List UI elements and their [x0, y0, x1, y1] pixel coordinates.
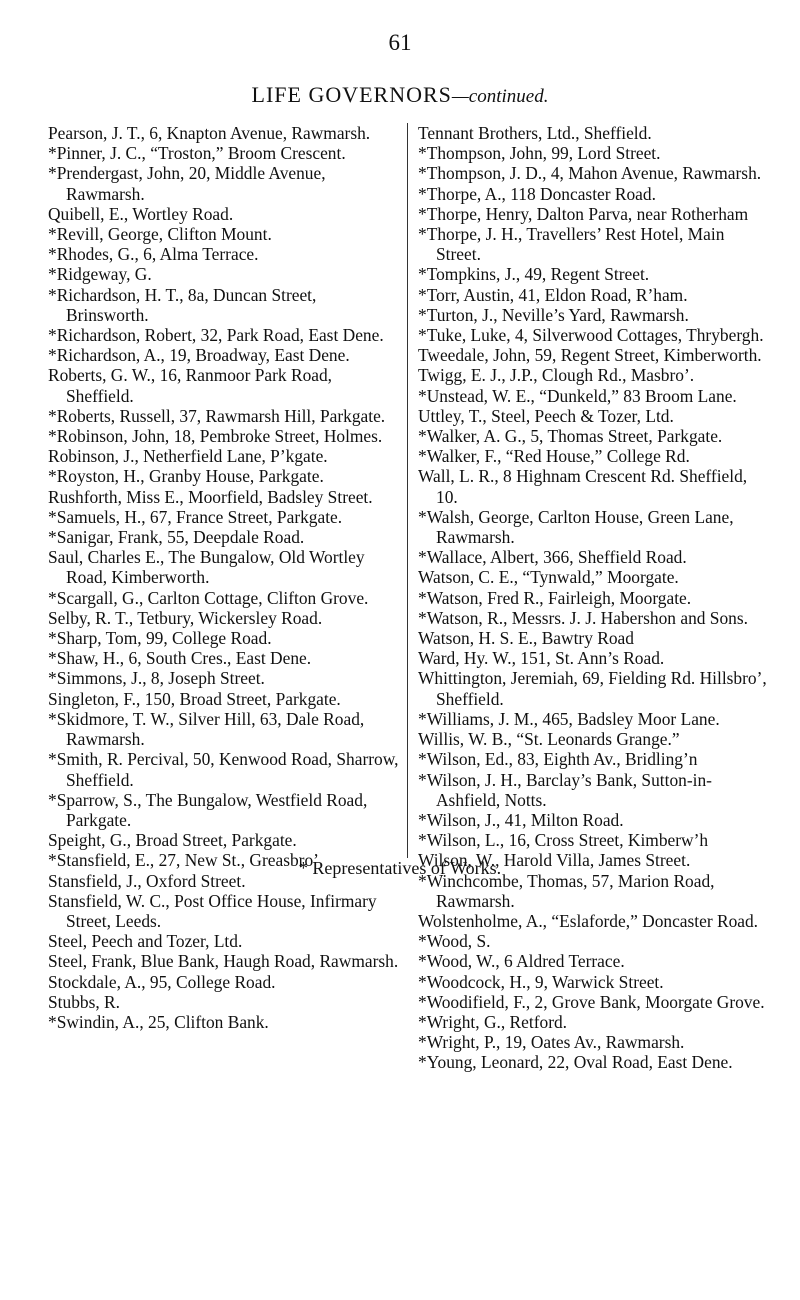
list-item: *Watson, R., Messrs. J. J. Habershon and Sons.	[418, 607, 748, 628]
list-item: *Wilson, Ed., 83, Eighth Av., Bridling’n	[418, 749, 698, 770]
list-item: *Wright, G., Retford.	[418, 1011, 568, 1032]
list-item: *Revill, George, Clifton Mount.	[48, 224, 272, 245]
list-item: *Tompkins, J., 49, Regent Street.	[418, 264, 650, 285]
list-item: *Thompson, J. D., 4, Mahon Avenue, Rawmarsh.	[418, 163, 762, 184]
list-item: *Roberts, Russell, 37, Rawmarsh Hill, Parkgate.	[48, 405, 386, 426]
list-item: *Thompson, John, 99, Lord Street.	[418, 143, 661, 164]
list-item: *Samuels, H., 67, France Street, Parkgate.	[48, 506, 343, 527]
list-item: *Young, Leonard, 22, Oval Road, East Dene.	[418, 1052, 733, 1073]
list-item: Stockdale, A., 95, College Road.	[48, 971, 276, 992]
list-item: Steel, Frank, Blue Bank, Haugh Road, Rawmarsh.	[48, 951, 399, 972]
list-item: *Walker, F., “Red House,” College Rd.	[418, 446, 690, 467]
list-item: Roberts, G. W., 16, Ranmoor Park Road, Sheffield.	[48, 365, 333, 406]
list-item: Pearson, J. T., 6, Knapton Avenue, Rawmarsh.	[48, 123, 371, 143]
list-item: *Stansfield, E., 27, New St., Greasbro’.	[48, 850, 324, 871]
list-item: *Winchcombe, Thomas, 57, Marion Road, Rawmarsh.	[418, 870, 715, 911]
list-item: Wall, L. R., 8 Highnam Crescent Rd. Sheffield, 10.	[418, 466, 748, 507]
list-item: *Thorpe, A., 118 Doncaster Road.	[418, 183, 656, 204]
list-item: *Walsh, George, Carlton House, Green Lane, Rawmarsh.	[418, 506, 734, 548]
right-column	[418, 123, 772, 1073]
list-item: *Scargall, G., Carlton Cottage, Clifton Grove.	[48, 587, 369, 608]
left-column	[48, 123, 400, 1032]
list-item: Twigg, E. J., J.P., Clough Rd., Masbro’.	[418, 365, 695, 386]
list-item: *Wilson, L., 16, Cross Street, Kimberw’h	[418, 830, 709, 851]
list-item: *Thorpe, J. H., Travellers’ Rest Hotel, Main Street.	[418, 224, 725, 265]
list-item: *Williams, J. M., 465, Badsley Moor Lane.	[418, 708, 720, 729]
list-item: *Smith, R. Percival, 50, Kenwood Road, Sharrow, Sheffield.	[48, 749, 399, 790]
list-item: Stansfield, J., Oxford Street.	[48, 870, 246, 891]
list-item: Quibell, E., Wortley Road.	[48, 203, 234, 224]
list-item: *Woodifield, F., 2, Grove Bank, Moorgate Grove.	[418, 991, 765, 1012]
section-heading	[0, 82, 800, 108]
list-item: Watson, H. S. E., Bawtry Road	[418, 628, 634, 649]
list-item: *Sparrow, S., The Bungalow, Westfield Road, Parkgate.	[48, 789, 368, 830]
list-item: Rushforth, Miss E., Moorfield, Badsley Street.	[48, 486, 373, 507]
list-item: Ward, Hy. W., 151, St. Ann’s Road.	[418, 648, 665, 669]
list-item: *Richardson, A., 19, Broadway, East Dene.	[48, 345, 350, 366]
list-item: Saul, Charles E., The Bungalow, Old Wortley Road, Kimberworth.	[48, 547, 365, 588]
list-item: *Swindin, A., 25, Clifton Bank.	[48, 1011, 269, 1032]
list-item: Uttley, T., Steel, Peech & Tozer, Ltd.	[418, 405, 674, 426]
list-item: *Royston, H., Granby House, Parkgate.	[48, 466, 324, 487]
list-item: *Wood, W., 6 Aldred Terrace.	[418, 951, 625, 972]
column-divider	[407, 123, 408, 858]
list-item: *Sanigar, Frank, 55, Deepdale Road.	[48, 527, 305, 548]
list-item: *Tuke, Luke, 4, Silverwood Cottages, Thrybergh.	[418, 325, 764, 346]
list-item: *Sharp, Tom, 99, College Road.	[48, 628, 272, 649]
list-item: *Unstead, W. E., “Dunkeld,” 83 Broom Lane.	[418, 385, 737, 406]
list-item: *Watson, Fred R., Fairleigh, Moorgate.	[418, 587, 692, 608]
list-item: *Wilson, J., 41, Milton Road.	[418, 809, 624, 830]
list-item: *Pinner, J. C., “Troston,” Broom Crescent.	[48, 143, 346, 164]
list-item: *Prendergast, John, 20, Middle Avenue, Rawmarsh.	[48, 163, 326, 204]
list-item: *Rhodes, G., 6, Alma Terrace.	[48, 244, 259, 265]
list-item: *Woodcock, H., 9, Warwick Street.	[418, 971, 664, 992]
list-item: Whittington, Jeremiah, 69, Fielding Rd. Hillsbro’, Sheffield.	[418, 668, 767, 709]
list-item: Wilson, W., Harold Villa, James Street.	[418, 850, 691, 871]
heading-title: LIFE GOVERNORS	[251, 82, 452, 107]
list-item: *Robinson, John, 18, Pembroke Street, Holmes.	[48, 426, 383, 447]
list-item: *Walker, A. G., 5, Thomas Street, Parkgate.	[418, 426, 723, 447]
list-item: Tennant Brothers, Ltd., Sheffield.	[418, 123, 652, 143]
list-item: Stansfield, W. C., Post Office House, Infirmary Street, Leeds.	[48, 890, 377, 931]
list-item: *Richardson, H. T., 8a, Duncan Street, Brinsworth.	[48, 284, 317, 325]
list-item: Singleton, F., 150, Broad Street, Parkgate.	[48, 688, 341, 709]
list-item: Stubbs, R.	[48, 991, 120, 1012]
list-item: Selby, R. T., Tetbury, Wickersley Road.	[48, 607, 323, 628]
list-item: *Simmons, J., 8, Joseph Street.	[48, 668, 265, 689]
list-item: *Wallace, Albert, 366, Sheffield Road.	[418, 547, 687, 568]
list-item: *Thorpe, Henry, Dalton Parva, near Rotherham	[418, 203, 749, 224]
list-item: Speight, G., Broad Street, Parkgate.	[48, 830, 297, 851]
list-item: Tweedale, John, 59, Regent Street, Kimberworth.	[418, 345, 762, 366]
list-item: *Shaw, H., 6, South Cres., East Dene.	[48, 648, 312, 669]
list-item: Willis, W. B., “St. Leonards Grange.”	[418, 729, 680, 750]
list-item: *Richardson, Robert, 32, Park Road, East Dene.	[48, 325, 384, 346]
footnote: * Representatives of Works.	[298, 858, 502, 878]
heading-continued: —continued.	[451, 86, 549, 107]
page-number: 61	[388, 30, 412, 55]
list-item: Watson, C. E., “Tynwald,” Moorgate.	[418, 567, 679, 588]
list-item: *Wilson, J. H., Barclay’s Bank, Sutton-in-Ashfield, Notts.	[418, 769, 712, 810]
list-item: *Skidmore, T. W., Silver Hill, 63, Dale Road, Rawmarsh.	[48, 708, 365, 750]
list-item: *Ridgeway, G.	[48, 264, 152, 285]
list-item: *Wood, S.	[418, 931, 491, 952]
list-item: Steel, Peech and Tozer, Ltd.	[48, 931, 243, 952]
list-item: Wolstenholme, A., “Eslaforde,” Doncaster Road.	[418, 910, 759, 931]
list-item: Robinson, J., Netherfield Lane, P’kgate.	[48, 446, 328, 467]
list-item: *Turton, J., Neville’s Yard, Rawmarsh.	[418, 304, 689, 325]
list-item: *Wright, P., 19, Oates Av., Rawmarsh.	[418, 1032, 685, 1053]
list-item: *Torr, Austin, 41, Eldon Road, R’ham.	[418, 284, 688, 305]
